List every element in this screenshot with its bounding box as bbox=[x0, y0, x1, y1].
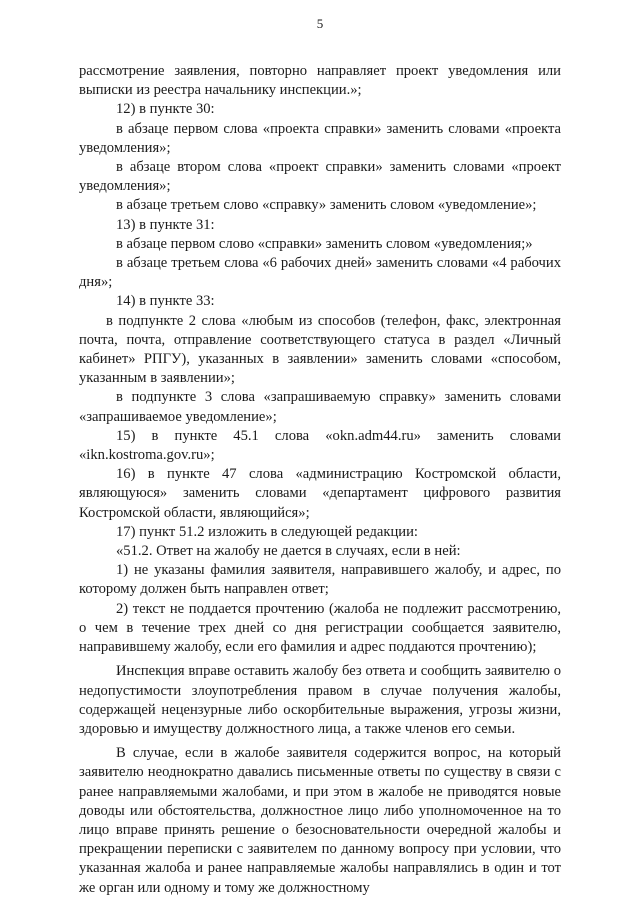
item-15: 15) в пункте 45.1 слова «okn.adm44.ru» заменить словами «ikn.kostroma.gov.ru»; bbox=[79, 427, 561, 464]
repeated-complaint-paragraph: В случае, если в жалобе заявителя содержится вопрос, на который заявителю неоднократно давались письменные ответы по существу в связи с ранее направляемыми жалобами, и при этом в жалобе не приводятся новые доводы или обстоятельства, должностное лицо либо уполномоченное на то лицо вправе принять решение о безосновательности очередной жалобы и прекращении переписки с заявителем по данному вопросу при условии, что указанная жалоба и ранее направляемые жалобы направлялись в один и тот же орган или одному и тому же должностному bbox=[79, 745, 561, 896]
item-12-paragraph-1: в абзаце первом слова «проекта справки» заменить словами «проекта уведомления»; bbox=[79, 120, 561, 156]
item-14-subitem-3: в подпункте 3 слова «запрашиваемую справку» заменить словами «запрашиваемое уведомление»; bbox=[79, 389, 561, 425]
item-16: 16) в пункте 47 слова «администрацию Костромской области, являющуюся» заменить словами «департамент цифрового развития Костромской области, являющийся»; bbox=[79, 466, 561, 521]
item-17-heading: 17) пункт 51.2 изложить в следующей редакции: bbox=[116, 523, 418, 540]
document-body bbox=[79, 62, 561, 898]
item-14-subitem-2: в подпункте 2 слова «любым из способов (телефон, факс, электронная почта, почта, отправление соответствующего статуса в раздел «Личный кабинет» РПГУ), указанных в заявлении» заменить словами «способом, указанным в заявлении»; bbox=[79, 312, 561, 387]
clause-51-2-item-2: 2) текст не поддается прочтению (жалоба не подлежит рассмотрению, о чем в течение трех дней со дня регистрации сообщается заявителю, направившему жалобу, если его фамилия и адрес поддаются прочтению); bbox=[79, 600, 561, 656]
item-12-heading: 12) в пункте 30: bbox=[116, 101, 215, 118]
inspection-right-paragraph: Инспекция вправе оставить жалобу без ответа и сообщить заявителю о недопустимости злоупотребления правом в случае получения жалобы, содержащей нецензурные либо оскорбительные выражения, угрозы жизни, здоровью и имуществу должностного лица, а также членов его семьи. bbox=[79, 663, 561, 737]
paragraph-continuation: рассмотрение заявления, повторно направляет проект уведомления или выписки из реестра начальнику инспекции.»; bbox=[79, 63, 561, 99]
page-number: 5 bbox=[316, 16, 324, 31]
item-13-heading: 13) в пункте 31: bbox=[116, 216, 215, 233]
item-13-paragraph-3: в абзаце третьем слова «6 рабочих дней» заменить словами «4 рабочих дня»; bbox=[79, 255, 561, 291]
item-12-paragraph-2: в абзаце втором слова «проект справки» заменить словами «проект уведомления»; bbox=[79, 159, 561, 195]
clause-51-2-item-1: 1) не указаны фамилия заявителя, направившего жалобу, и адрес, по которому должен быть направлен ответ; bbox=[79, 562, 561, 598]
item-13-paragraph-1: в абзаце первом слово «справки» заменить словом «уведомления;» bbox=[116, 235, 533, 252]
clause-51-2: «51.2. Ответ на жалобу не дается в случаях, если в ней: bbox=[116, 543, 461, 560]
item-14-heading: 14) в пункте 33: bbox=[116, 293, 215, 310]
item-12-paragraph-3: в абзаце третьем слово «справку» заменить словом «уведомление»; bbox=[116, 197, 537, 214]
